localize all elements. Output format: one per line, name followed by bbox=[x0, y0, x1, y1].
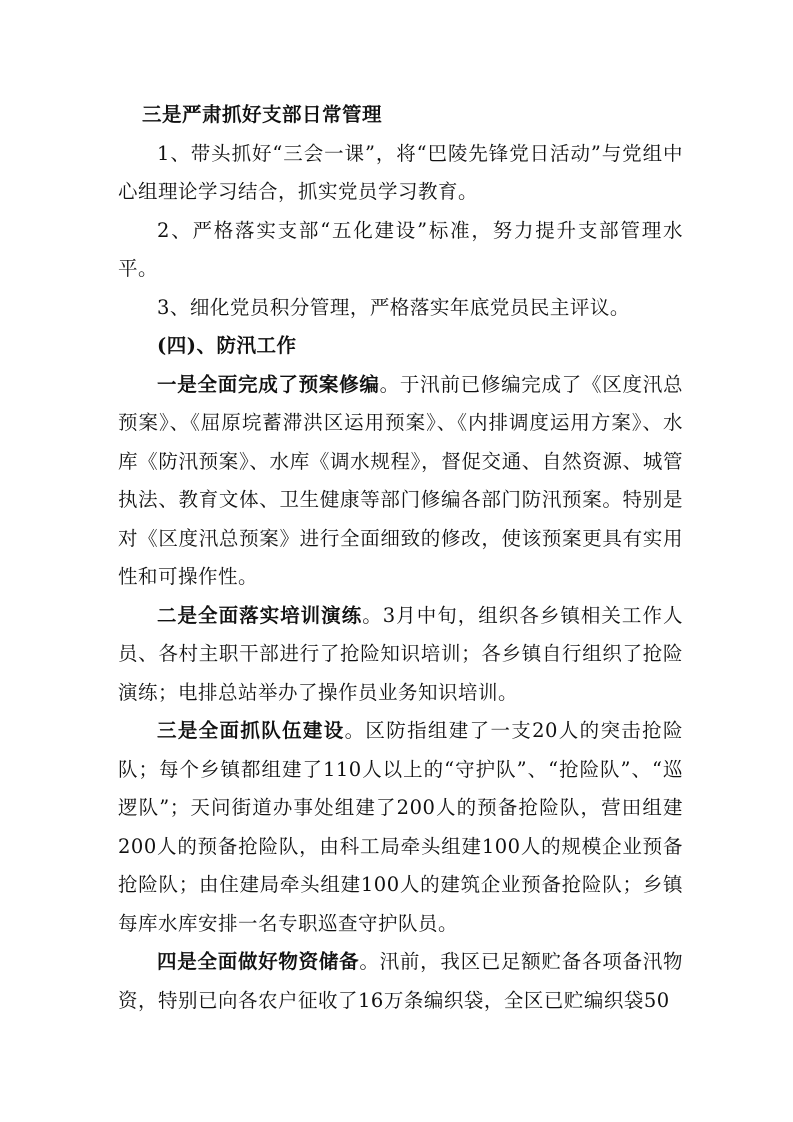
paragraph-body: 。汛前，我区已足额贮备各项备汛物资，特别已向各农户征收了16万条编织袋，全区已贮编织袋50 bbox=[118, 950, 683, 1012]
paragraph-lead: 一是全面完成了预案修编 bbox=[157, 372, 380, 396]
list-item-1: 1、带头抓好“三会一课”，将“巴陵先锋党日活动”与党组中心组理论学习结合，抓实党员学习教育。 bbox=[118, 141, 683, 203]
section-heading-branch-management: 三是严肃抓好支部日常管理 bbox=[142, 103, 383, 126]
paragraph-material-reserves bbox=[118, 943, 683, 1020]
paragraph-lead: 二是全面落实培训演练 bbox=[157, 603, 363, 627]
paragraph-lead: 三是全面抓队伍建设 bbox=[157, 719, 345, 742]
paragraph-training-drills bbox=[118, 597, 683, 713]
list-item-2: 2、严格落实支部“五化建设”标准，努力提升支部管理水平。 bbox=[118, 218, 683, 280]
paragraph-plan-revision bbox=[118, 366, 683, 597]
paragraph-body: 。于汛前已修编完成了《区度汛总预案》、《屈原垸蓄滞洪区运用预案》、《内排调度运用方案》、水库《防汛预案》、水库《调水规程》，督促交通、自然资源、城管执法、教育文体、卫生健康等部门修编各部门防汛预案。特别是对《区度汛总预案》进行全面细致的修改，使该预案更具有实用性和可操作性。 bbox=[118, 372, 683, 588]
paragraph-lead: 四是全面做好物资储备 bbox=[157, 950, 360, 973]
paragraph-team-building bbox=[118, 712, 683, 943]
document-body bbox=[118, 96, 683, 1020]
list-item-3: 3、细化党员积分管理，严格落实年底党员民主评议。 bbox=[157, 295, 630, 319]
section-heading-flood-control: (四)、防汛工作 bbox=[157, 334, 297, 357]
paragraph-body: 。区防指组建了一支20人的突击抢险队；每个乡镇都组建了110人以上的“守护队”、“抢险队”、“巡逻队”；天问街道办事处组建了200人的预备抢险队，营田组建200人的预备抢险队，由科工局牵头组建100人的规模企业预备抢险队；由住建局牵头组建100人的建筑企业预备抢险队；乡镇每库水库安排一名专职巡查守护队员。 bbox=[118, 719, 683, 935]
paragraph-body: 。3月中旬，组织各乡镇相关工作人员、各村主职干部进行了抢险知识培训；各乡镇自行组织了抢险演练；电排总站举办了操作员业务知识培训。 bbox=[118, 603, 683, 704]
